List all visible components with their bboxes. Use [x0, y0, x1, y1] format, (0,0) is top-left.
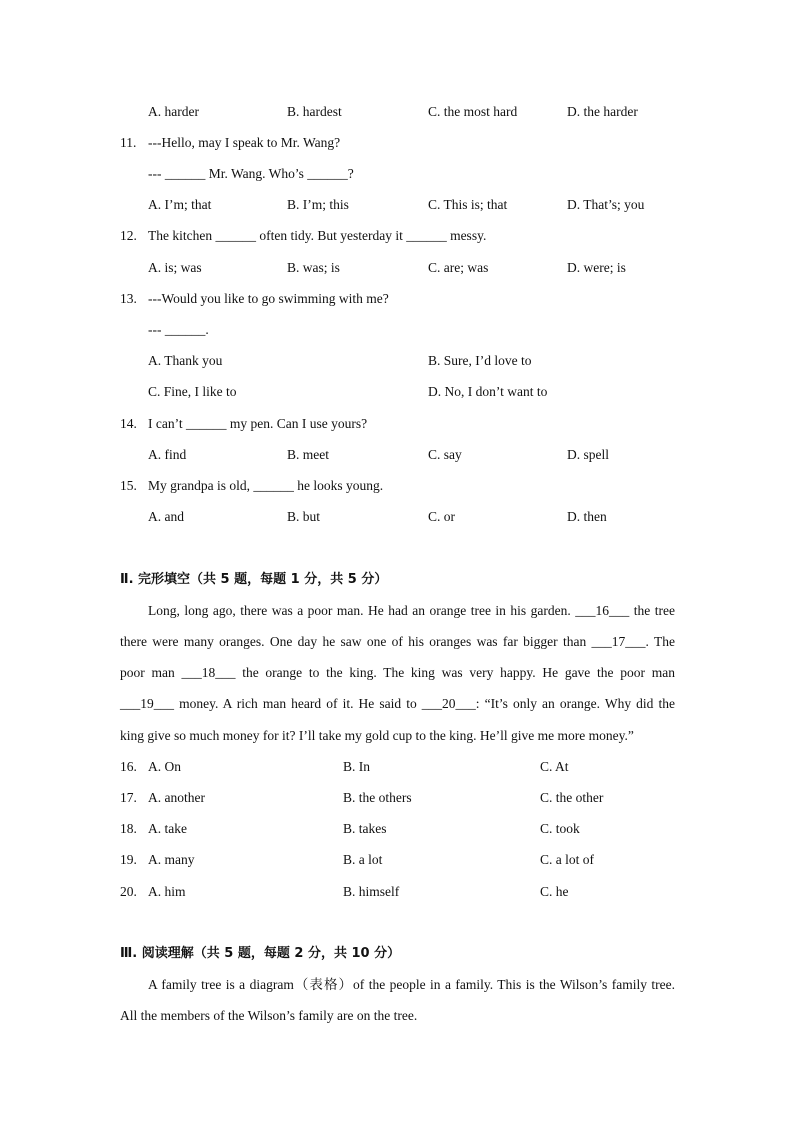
- option-a: A. him: [148, 884, 186, 899]
- option-d: D. were; is: [567, 260, 626, 275]
- passage-text: A family tree is a diagram（表格）of the people in a family. This is the Wilson’s family tree.: [148, 977, 675, 992]
- passage-line: [0, 1006, 794, 1026]
- option-c: C. This is; that: [428, 197, 508, 212]
- option-c: C. the most hard: [428, 104, 518, 119]
- q11-stem-line2: [0, 164, 794, 184]
- option-a: A. find: [148, 447, 187, 462]
- q11-stem: [0, 133, 794, 153]
- passage-text: Long, long ago, there was a poor man. He had an orange tree in his garden. ___16___ the tree: [148, 603, 675, 618]
- q19-row: [0, 850, 794, 870]
- option-c: C. At: [540, 759, 569, 774]
- question-text: ---Would you like to go swimming with me?: [148, 291, 389, 306]
- option-b: B. himself: [343, 884, 400, 899]
- question-text: The kitchen ______ often tidy. But yesterday it ______ messy.: [148, 228, 487, 243]
- q16-row: [0, 757, 794, 777]
- option-c: C. Fine, I like to: [148, 384, 237, 399]
- option-d: D. No, I don’t want to: [428, 384, 548, 399]
- option-c: C. are; was: [428, 260, 489, 275]
- q15-options: [0, 507, 794, 527]
- q17-row: [0, 788, 794, 808]
- option-d: D. then: [567, 509, 607, 524]
- q13-options-cd: [0, 382, 794, 402]
- section-heading: Ⅲ. 阅读理解（共 5 题，每题 2 分，共 10 分）: [120, 946, 401, 961]
- option-b: B. In: [343, 759, 370, 774]
- question-text: My grandpa is old, ______ he looks young.: [148, 478, 384, 493]
- option-a: A. take: [148, 821, 187, 836]
- section-3-heading-row: [0, 944, 794, 964]
- passage-text: king give so much money for it? I’ll take my gold cup to the king. He’ll give me more money.”: [120, 728, 634, 743]
- option-a: A. harder: [148, 104, 199, 119]
- q15-stem: [0, 476, 794, 496]
- passage-line: [0, 694, 794, 714]
- question-number: 17.: [120, 790, 137, 805]
- option-b: B. but: [287, 509, 321, 524]
- section-2-heading-row: [0, 570, 794, 590]
- q12-stem: [0, 226, 794, 246]
- option-b: B. takes: [343, 821, 387, 836]
- q13-options-ab: [0, 351, 794, 371]
- passage-line: [0, 975, 794, 995]
- option-b: B. Sure, I’d love to: [428, 353, 532, 368]
- question-number: 20.: [120, 884, 137, 899]
- option-b: B. was; is: [287, 260, 340, 275]
- q14-stem: [0, 414, 794, 434]
- option-b: B. the others: [343, 790, 412, 805]
- q10-options: [0, 102, 794, 122]
- q11-options: [0, 195, 794, 215]
- option-a: A. another: [148, 790, 205, 805]
- option-c: C. took: [540, 821, 580, 836]
- option-b: B. hardest: [287, 104, 342, 119]
- q20-row: [0, 882, 794, 902]
- passage-text: there were many oranges. One day he saw one of his oranges was far bigger than ___17___. The: [120, 634, 675, 649]
- passage-text: ___19___ money. A rich man heard of it. He said to ___20___: “It’s only an orange. Why did the: [120, 696, 675, 711]
- option-a: A. On: [148, 759, 181, 774]
- question-text: --- ______ Mr. Wang. Who’s ______?: [148, 166, 354, 181]
- question-number: 18.: [120, 821, 137, 836]
- option-b: B. a lot: [343, 852, 383, 867]
- option-c: C. a lot of: [540, 852, 594, 867]
- option-d: D. the harder: [567, 104, 638, 119]
- question-number: 13.: [120, 291, 137, 306]
- option-c: C. the other: [540, 790, 604, 805]
- question-number: 19.: [120, 852, 137, 867]
- q13-stem: [0, 289, 794, 309]
- option-a: A. many: [148, 852, 195, 867]
- option-a: A. and: [148, 509, 184, 524]
- question-number: 15.: [120, 478, 137, 493]
- passage-line: [0, 632, 794, 652]
- section-heading: Ⅱ. 完形填空（共 5 题，每题 1 分，共 5 分）: [120, 572, 388, 587]
- passage-text: poor man ___18___ the orange to the king. The king was very happy. He gave the poor man: [120, 665, 675, 680]
- passage-line: [0, 726, 794, 746]
- option-d: D. That’s; you: [567, 197, 645, 212]
- question-number: 11.: [120, 135, 137, 150]
- option-b: B. I’m; this: [287, 197, 349, 212]
- option-a: A. is; was: [148, 260, 202, 275]
- option-c: C. he: [540, 884, 569, 899]
- question-number: 14.: [120, 416, 137, 431]
- question-number: 16.: [120, 759, 137, 774]
- option-d: D. spell: [567, 447, 609, 462]
- passage-line: [0, 601, 794, 621]
- q18-row: [0, 819, 794, 839]
- question-number: 12.: [120, 228, 137, 243]
- option-c: C. or: [428, 509, 455, 524]
- question-text: ---Hello, may I speak to Mr. Wang?: [148, 135, 341, 150]
- q13-stem-line2: [0, 320, 794, 340]
- option-b: B. meet: [287, 447, 329, 462]
- q14-options: [0, 445, 794, 465]
- question-text: I can’t ______ my pen. Can I use yours?: [148, 416, 368, 431]
- option-c: C. say: [428, 447, 462, 462]
- passage-text: All the members of the Wilson’s family are on the tree.: [120, 1008, 418, 1023]
- q12-options: [0, 258, 794, 278]
- option-a: A. Thank you: [148, 353, 223, 368]
- question-text: --- ______.: [148, 322, 209, 337]
- option-a: A. I’m; that: [148, 197, 212, 212]
- passage-line: [0, 663, 794, 683]
